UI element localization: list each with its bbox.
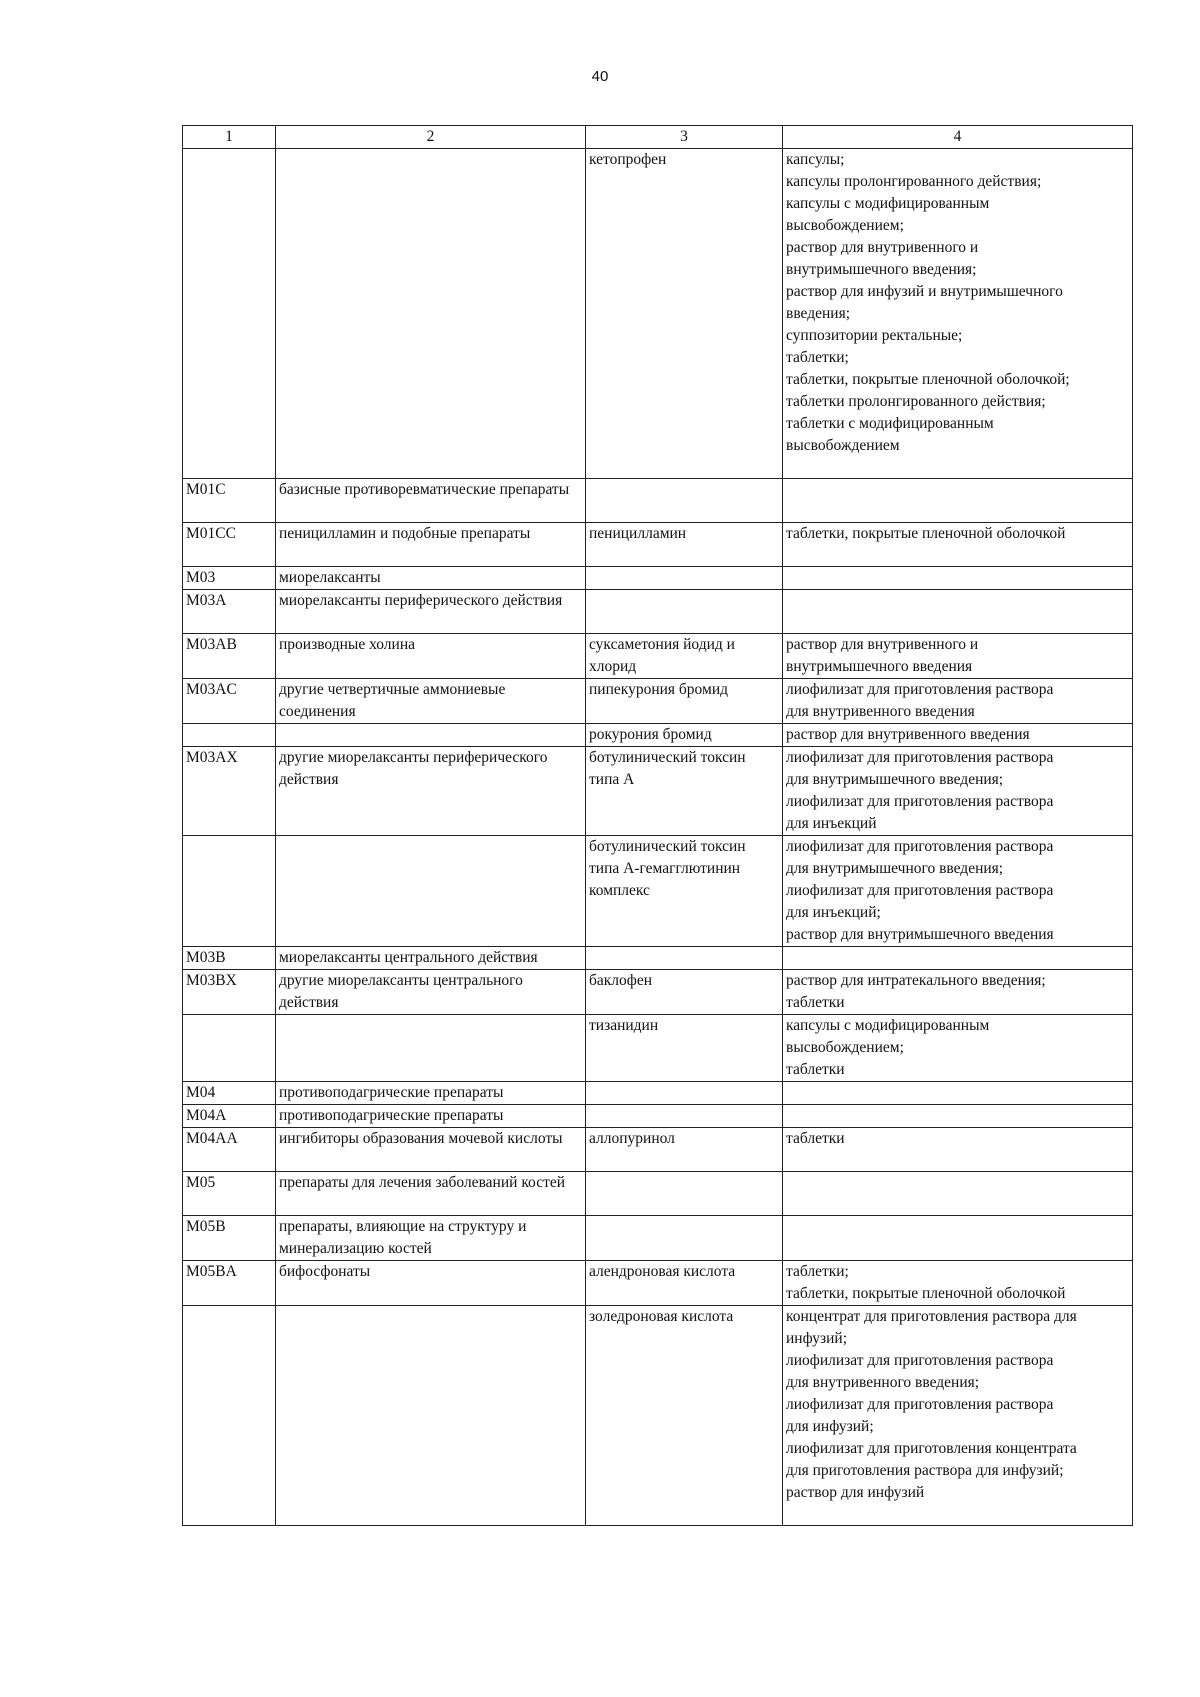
table-row [183,149,1133,479]
group-name-cell: другие миорелаксанты периферического действия [276,747,586,836]
group-name-cell [276,836,586,947]
dosage-form-line: лиофилизат для приготовления раствора [786,1396,1054,1413]
table-row [183,1128,1133,1172]
table-row [183,1306,1133,1526]
atc-code-cell: M04A [183,1105,276,1128]
dosage-form-line: раствор для внутривенного и [786,636,979,653]
dosage-forms-cell [783,1082,1133,1105]
group-name-cell: базисные противоревматические препараты [276,479,586,523]
dosage-form-line: лиофилизат для приготовления концентрата [786,1440,1077,1457]
dosage-form-line: таблетки [786,994,845,1011]
dosage-form-line: лиофилизат для приготовления раствора [786,749,1054,766]
dosage-forms-cell [783,679,1133,724]
dosage-forms-cell [783,724,1133,747]
drug-name-cell: ботулинический токсин типа А [586,747,783,836]
dosage-form-line: таблетки, покрытые пленочной оболочкой [786,525,1066,542]
dosage-form-line: раствор для внутривенного и [786,239,979,256]
dosage-forms-cell [783,590,1133,634]
drug-name-cell [586,590,783,634]
atc-code-cell: M04 [183,1082,276,1105]
table-row [183,970,1133,1015]
drug-name-cell [586,1105,783,1128]
drug-name-cell: аллопуринол [586,1128,783,1172]
atc-code-cell: M03AX [183,747,276,836]
atc-code-cell: M03 [183,567,276,590]
group-name-cell [276,724,586,747]
dosage-forms-cell [783,634,1133,679]
dosage-form-line: таблетки [786,1130,845,1147]
dosage-form-line: для инфузий; [786,1418,874,1435]
drug-name-cell [586,479,783,523]
atc-code-cell [183,1306,276,1526]
group-name-cell: производные холина [276,634,586,679]
dosage-forms-cell [783,1172,1133,1216]
table-row [183,1015,1133,1082]
group-name-cell: другие четвертичные аммониевые соединения [276,679,586,724]
atc-code-cell: M01CC [183,523,276,567]
dosage-form-line: раствор для внутривенного введения [786,726,1030,743]
dosage-form-line: высвобождением; [786,1039,904,1056]
group-name-cell: миорелаксанты периферического действия [276,590,586,634]
dosage-forms-cell [783,1015,1133,1082]
group-name-cell: бифосфонаты [276,1261,586,1306]
drug-name-cell: пеницилламин [586,523,783,567]
table-row [183,747,1133,836]
drug-name-cell: кетопрофен [586,149,783,479]
dosage-forms-cell [783,149,1133,479]
table-row [183,479,1133,523]
dosage-form-line: лиофилизат для приготовления раствора [786,793,1054,810]
dosage-forms-cell [783,1128,1133,1172]
dosage-form-line: инфузий; [786,1330,848,1347]
drug-table [182,125,1133,1526]
dosage-forms-cell [783,747,1133,836]
dosage-forms-cell [783,523,1133,567]
drug-name-cell: рокурония бромид [586,724,783,747]
dosage-form-line: лиофилизат для приготовления раствора [786,838,1054,855]
dosage-form-line: лиофилизат для приготовления раствора [786,1352,1054,1369]
column-header-3: 3 [586,126,783,149]
dosage-form-line: таблетки, покрытые пленочной оболочкой; [786,371,1070,388]
drug-name-cell [586,947,783,970]
column-header-1: 1 [183,126,276,149]
group-name-cell: миорелаксанты центрального действия [276,947,586,970]
dosage-form-line: суппозитории ректальные; [786,327,963,344]
drug-name-cell [586,1082,783,1105]
drug-name-cell: ботулинический токсин типа А-гемагглютинин комплекс [586,836,783,947]
table-row [183,590,1133,634]
dosage-form-line: для внутримышечного введения; [786,771,1004,788]
dosage-forms-cell [783,479,1133,523]
dosage-form-line: высвобождением [786,437,900,454]
table-row [183,567,1133,590]
dosage-form-line: для внутривенного введения; [786,1374,980,1391]
table-row [183,724,1133,747]
atc-code-cell: M04AA [183,1128,276,1172]
atc-code-cell: M05B [183,1216,276,1261]
atc-code-cell: M03B [183,947,276,970]
drug-name-cell: золедроновая кислота [586,1306,783,1526]
page-number: 40 [591,68,609,85]
dosage-form-line: таблетки, покрытые пленочной оболочкой [786,1285,1066,1302]
group-name-cell: пеницилламин и подобные препараты [276,523,586,567]
table-header-row [183,126,1133,149]
drug-name-cell [586,1172,783,1216]
table-body [183,149,1133,1526]
atc-code-cell [183,149,276,479]
dosage-form-line: таблетки пролонгированного действия; [786,393,1046,410]
dosage-form-line: таблетки с модифицированным [786,415,994,432]
dosage-forms-cell [783,567,1133,590]
column-header-4: 4 [783,126,1133,149]
dosage-forms-cell [783,836,1133,947]
dosage-form-line: лиофилизат для приготовления раствора [786,882,1054,899]
dosage-form-line: раствор для инфузий и внутримышечного [786,283,1063,300]
dosage-form-line: таблетки [786,1061,845,1078]
dosage-forms-cell [783,947,1133,970]
table-row [183,679,1133,724]
atc-code-cell: M05BA [183,1261,276,1306]
table-row [183,947,1133,970]
dosage-form-line: раствор для внутримышечного введения [786,926,1054,943]
dosage-form-line: капсулы; [786,151,845,168]
dosage-form-line: для внутривенного введения [786,703,975,720]
atc-code-cell: M05 [183,1172,276,1216]
dosage-form-line: капсулы пролонгированного действия; [786,173,1042,190]
column-header-2: 2 [276,126,586,149]
group-name-cell: противоподагрические препараты [276,1082,586,1105]
table-row [183,1082,1133,1105]
dosage-form-line: концентрат для приготовления раствора для [786,1308,1077,1325]
dosage-form-line: для инъекций; [786,904,881,921]
group-name-cell: ингибиторы образования мочевой кислоты [276,1128,586,1172]
drug-name-cell: алендроновая кислота [586,1261,783,1306]
group-name-cell: миорелаксанты [276,567,586,590]
dosage-form-line: введения; [786,305,851,322]
table-row [183,1216,1133,1261]
atc-code-cell [183,724,276,747]
group-name-cell [276,1306,586,1526]
group-name-cell: препараты, влияющие на структуру и минерализацию костей [276,1216,586,1261]
drug-name-cell [586,1216,783,1261]
dosage-form-line: высвобождением; [786,217,904,234]
dosage-form-line: капсулы с модифицированным [786,1017,990,1034]
table-row [183,836,1133,947]
group-name-cell: противоподагрические препараты [276,1105,586,1128]
dosage-forms-cell [783,1216,1133,1261]
drug-name-cell: суксаметония йодид и хлорид [586,634,783,679]
dosage-form-line: таблетки; [786,1263,849,1280]
dosage-form-line: для приготовления раствора для инфузий; [786,1462,1064,1479]
dosage-form-line: для инъекций [786,815,877,832]
drug-name-cell: тизанидин [586,1015,783,1082]
dosage-form-line: таблетки; [786,349,849,366]
atc-code-cell: M01C [183,479,276,523]
dosage-form-line: внутримышечного введения [786,658,973,675]
dosage-form-line: капсулы с модифицированным [786,195,990,212]
table-row [183,634,1133,679]
dosage-form-line: раствор для инфузий [786,1484,925,1501]
table-row [183,1172,1133,1216]
dosage-form-line: для внутримышечного введения; [786,860,1004,877]
atc-code-cell: M03AC [183,679,276,724]
drug-name-cell [586,567,783,590]
group-name-cell [276,149,586,479]
group-name-cell [276,1015,586,1082]
dosage-forms-cell [783,1261,1133,1306]
group-name-cell: другие миорелаксанты центрального действия [276,970,586,1015]
atc-code-cell: M03BX [183,970,276,1015]
drug-name-cell: пипекурония бромид [586,679,783,724]
atc-code-cell [183,1015,276,1082]
dosage-forms-cell [783,1105,1133,1128]
table-row [183,1105,1133,1128]
group-name-cell: препараты для лечения заболеваний костей [276,1172,586,1216]
dosage-form-line: лиофилизат для приготовления раствора [786,681,1054,698]
dosage-form-line: раствор для интратекального введения; [786,972,1046,989]
table-row [183,1261,1133,1306]
drug-name-cell: баклофен [586,970,783,1015]
atc-code-cell: M03AB [183,634,276,679]
table-row [183,523,1133,567]
dosage-forms-cell [783,970,1133,1015]
atc-code-cell [183,836,276,947]
atc-code-cell: M03A [183,590,276,634]
dosage-forms-cell [783,1306,1133,1526]
dosage-form-line: внутримышечного введения; [786,261,977,278]
